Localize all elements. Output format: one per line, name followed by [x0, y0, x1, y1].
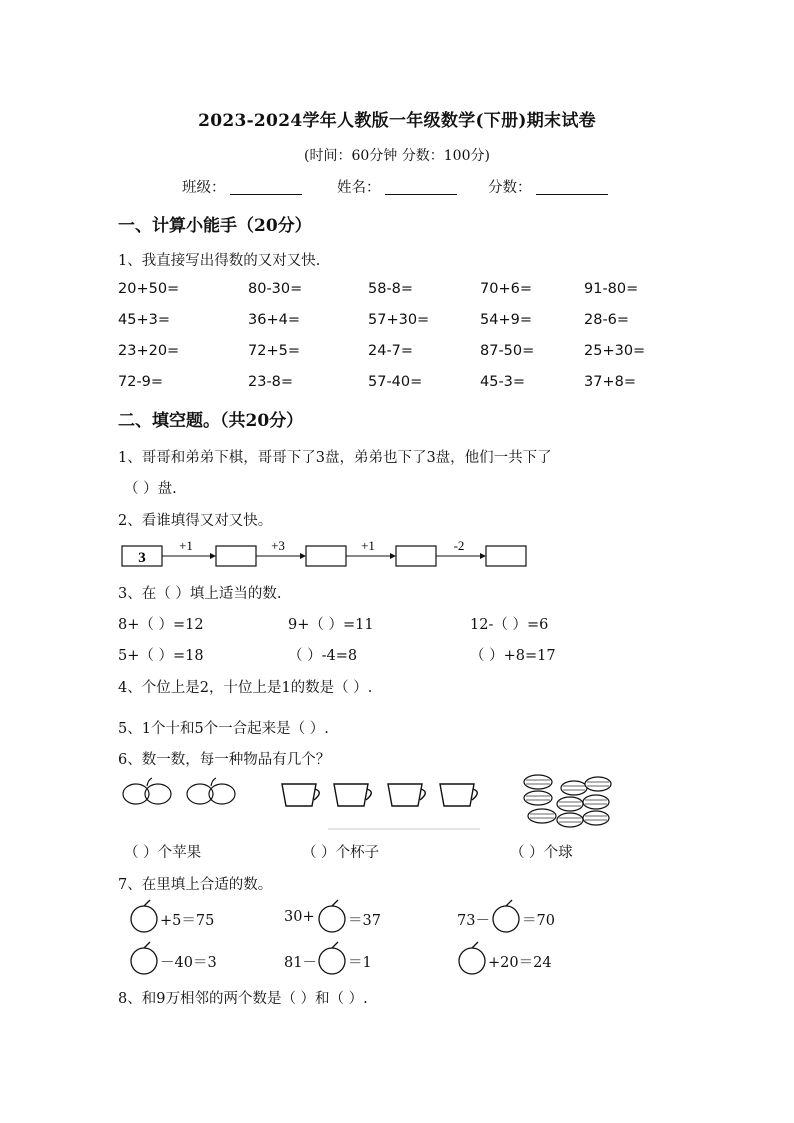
- q7-eq-part: 73－: [457, 913, 490, 929]
- s2-question1-cont: （ ）盘.: [124, 481, 177, 497]
- s2-question3: 3、在（ ）填上适当的数.: [118, 586, 282, 602]
- chain-box: [396, 546, 436, 566]
- fill-item: （ ）-4=8: [288, 648, 358, 664]
- chain-arrowhead: [300, 553, 306, 559]
- calc-item: 70+6=: [480, 281, 532, 297]
- apple-blank-icon: [128, 900, 160, 934]
- calc-item: 37+8=: [584, 374, 636, 390]
- fill-item: 12-（ ）=6: [470, 617, 549, 633]
- q6-answer-apples: （ ）个苹果: [124, 845, 202, 861]
- fill-item: 5+（ ）=18: [118, 648, 204, 664]
- section1-heading: 一、计算小能手（20分）: [118, 216, 312, 236]
- exam-title: 2023-2024学年人教版一年级数学(下册)期末试卷: [198, 111, 596, 131]
- chain-start-value: 3: [138, 550, 146, 566]
- ball-icon: [583, 795, 609, 809]
- class-field: [182, 176, 302, 197]
- s2-question1: 1、哥哥和弟弟下棋，哥哥下了3盘，弟弟也下了3盘，他们一共下了: [118, 450, 552, 466]
- apple-blank-icon: [316, 900, 348, 934]
- score-label: 分数：: [488, 180, 532, 196]
- chain-op: +1: [179, 538, 193, 553]
- ball-icon: [557, 813, 583, 827]
- cup-icon: [282, 784, 319, 806]
- number-chain: [118, 540, 538, 572]
- ball-icon: [583, 811, 609, 825]
- section2-heading: 二、填空题。（共20分）: [118, 411, 304, 431]
- q7-eq-part: 81－: [284, 955, 317, 971]
- calc-item: 20+50=: [118, 281, 180, 297]
- cup-icon: [334, 784, 371, 806]
- s2-question6: 6、数一数，每一种物品有几个？: [118, 752, 331, 768]
- ball-icon: [528, 809, 556, 823]
- ball-icon: [524, 791, 552, 805]
- exam-subtitle: (时间：60分钟 分数：100分): [304, 148, 490, 164]
- calc-item: 23-8=: [248, 374, 294, 390]
- chain-arrowhead: [390, 553, 396, 559]
- calc-item: 28-6=: [584, 312, 630, 328]
- class-label: 班级：: [182, 180, 226, 196]
- s2-question4: 4、个位上是2，十位上是1的数是（ ）.: [118, 680, 373, 696]
- s2-question5: 5、1个十和5个一合起来是（ ）.: [118, 721, 329, 737]
- name-label: 姓名：: [337, 180, 381, 196]
- chain-box: [306, 546, 346, 566]
- calc-item: 25+30=: [584, 343, 646, 359]
- fill-item: 9+（ ）=11: [288, 617, 374, 633]
- q7-eq-part: ＝1: [348, 955, 372, 971]
- q6-answer-balls: （ ）个球: [510, 845, 573, 861]
- calc-item: 72+5=: [248, 343, 300, 359]
- score-blank[interactable]: [536, 180, 608, 195]
- ball-icon: [557, 797, 583, 811]
- calc-item: 80-30=: [248, 281, 303, 297]
- calc-item: 23+20=: [118, 343, 180, 359]
- q7-eq-part: ＝70: [522, 913, 555, 929]
- score-field: [488, 176, 608, 197]
- calc-item: 72-9=: [118, 374, 164, 390]
- apple-blank-icon: [316, 942, 348, 976]
- class-blank[interactable]: [230, 180, 302, 195]
- calc-item: 87-50=: [480, 343, 535, 359]
- chain-op: +3: [271, 538, 285, 553]
- calc-item: 91-80=: [584, 281, 639, 297]
- s2-question8: 8、和9万相邻的两个数是（ ）和（ ）.: [118, 991, 368, 1007]
- calc-item: 57-40=: [368, 374, 423, 390]
- fill-item: （ ）+8=17: [470, 648, 556, 664]
- s1-question1: 1、我直接写出得数的又对又快.: [118, 253, 321, 269]
- calc-item: 36+4=: [248, 312, 300, 328]
- calc-item: 54+9=: [480, 312, 532, 328]
- ball-icon: [524, 775, 552, 789]
- apple-icon: [123, 778, 171, 804]
- calc-item: 45+3=: [118, 312, 170, 328]
- chain-op: -2: [453, 538, 465, 553]
- apple-blank-icon: [128, 942, 160, 976]
- q7-eq-part: ＝37: [348, 913, 381, 929]
- calc-item: 57+30=: [368, 312, 430, 328]
- ball-icon: [561, 781, 587, 795]
- name-field: [337, 176, 457, 197]
- calc-item: 45-3=: [480, 374, 526, 390]
- chain-box: [486, 546, 526, 566]
- q7-eq-part: －40＝3: [160, 955, 217, 971]
- chain-arrowhead: [210, 553, 216, 559]
- s2-question7: 7、在里填上合适的数。: [118, 877, 273, 893]
- ball-icon: [585, 777, 611, 791]
- count-pictures: [118, 772, 678, 832]
- calc-item: 58-8=: [368, 281, 414, 297]
- apple-icon: [187, 778, 235, 804]
- chain-box: [216, 546, 256, 566]
- apple-blank-icon: [456, 942, 488, 976]
- q7-eq-part: +5＝75: [160, 913, 215, 929]
- apple-blank-icon: [490, 900, 522, 934]
- q7-eq-part: 30+: [284, 909, 315, 925]
- cup-icon: [388, 784, 425, 806]
- name-blank[interactable]: [385, 180, 457, 195]
- fill-item: 8+（ ）=12: [118, 617, 204, 633]
- chain-arrowhead: [480, 553, 486, 559]
- s2-question2: 2、看谁填得又对又快。: [118, 513, 273, 529]
- q7-eq-part: +20＝24: [488, 955, 552, 971]
- q6-answer-cups: （ ）个杯子: [302, 845, 380, 861]
- cup-icon: [440, 784, 477, 806]
- calc-item: 24-7=: [368, 343, 414, 359]
- chain-op: +1: [361, 538, 375, 553]
